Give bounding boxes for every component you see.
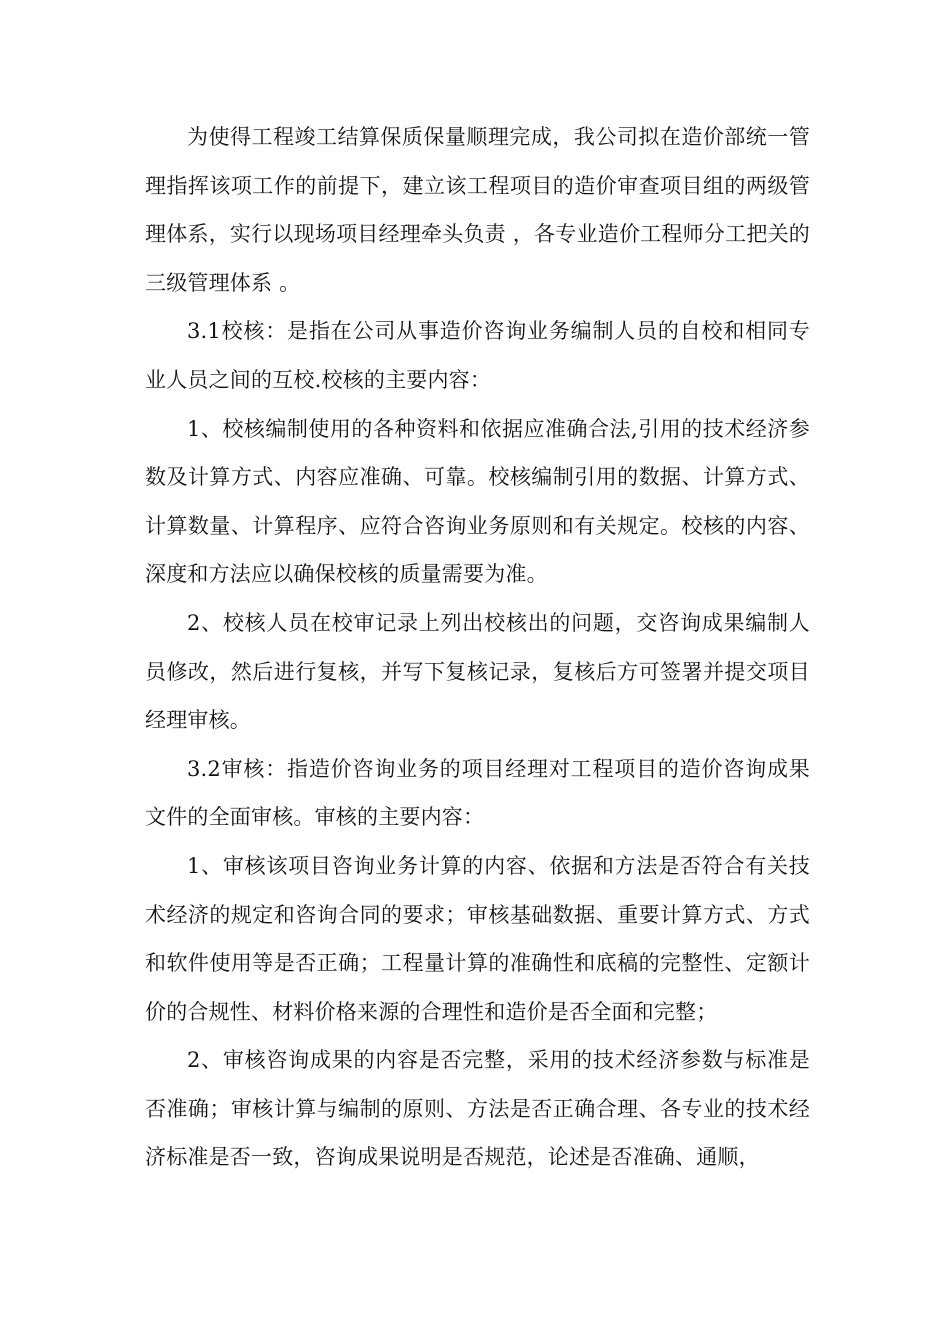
paragraph-section-3-1: 3.1校核：是指在公司从事造价咨询业务编制人员的自校和相同专业人员之间的互校.校核的主要内容： (145, 319, 810, 392)
paragraph-intro: 为使得工程竣工结算保质保量顺理完成，我公司拟在造价部统一管理指挥该项工作的前提下，建立该工程项目的造价审查项目组的两级管理体系，实行以现场项目经理牵头负责 ，各专业造价工程师分工把关的 三级管理体系 。 (145, 125, 810, 295)
paragraph-3-2-item-2: 2、审核咨询成果的内容是否完整，采用的技术经济参数与标准是否准确；审核计算与编制的原则、方法是否正确合理、各专业的技术经济标准是否一致，咨询成果说明是否规范，论述是否准确、通顺， (145, 1048, 810, 1170)
paragraph-3-2-item-1: 1、审核该项目咨询业务计算的内容、依据和方法是否符合有关技术经济的规定和咨询合同的要求；审核基础数据、重要计算方式、方式和软件使用等是否正确；工程量计算的准确性和底稿的完整性、定额计价的合规性、材料价格来源的合理性和造价是否全面和完整； (145, 853, 810, 1024)
paragraph-3-1-item-2: 2、校核人员在校审记录上列出校核出的问题，交咨询成果编制人员修改，然后进行复核，并写下复核记录，复核后方可签署并提交项目经理审核。 (145, 610, 810, 733)
paragraph-section-3-2: 3.2审核：指造价咨询业务的项目经理对工程项目的造价咨询成果文件的全面审核。审核的主要内容： (145, 756, 810, 830)
document-page (145, 113, 810, 1182)
paragraph-3-1-item-1: 1、校核编制使用的各种资料和依据应准确合法,引用的技术经济参数及计算方式、内容应准确、可靠。校核编制引用的数据、计算方式、计算数量、计算程序、应符合咨询业务原则和有关规定。校核的内容、深度和方法应以确保校核的质量需要为准。 (145, 416, 810, 587)
